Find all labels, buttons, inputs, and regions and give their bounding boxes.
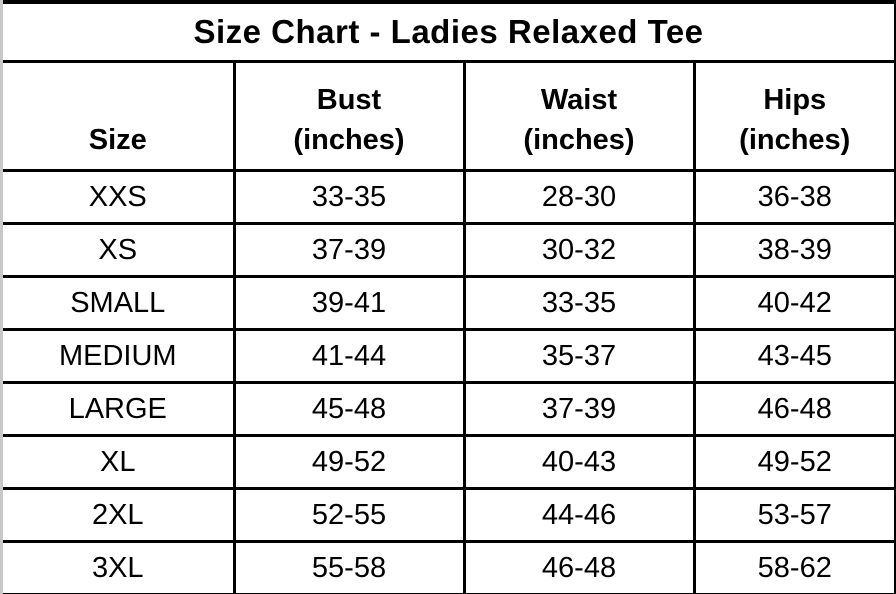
bust-value: 41-44	[234, 330, 464, 383]
bust-value: 52-55	[234, 489, 464, 542]
column-header-label: Hips	[763, 83, 827, 116]
hips-value: 40-42	[694, 277, 896, 330]
bust-value: 37-39	[234, 224, 464, 277]
column-header-size	[3, 62, 234, 171]
size-chart-table	[3, 0, 896, 594]
column-header-label: Waist	[540, 83, 618, 116]
column-header-waist	[464, 62, 694, 171]
table-row-3xl	[3, 542, 896, 594]
column-header-unit: (inches)	[739, 123, 851, 156]
column-header-unit: (inches)	[293, 123, 405, 156]
table-row-xs	[3, 224, 896, 277]
hips-value: 58-62	[694, 542, 896, 594]
size-label: 3XL	[3, 542, 234, 594]
waist-value: 28-30	[464, 171, 694, 224]
column-header-label: Bust	[316, 83, 382, 116]
hips-value: 43-45	[694, 330, 896, 383]
table-row-2xl	[3, 489, 896, 542]
title-row	[3, 2, 896, 62]
table-row-xxs	[3, 171, 896, 224]
bust-value: 39-41	[234, 277, 464, 330]
column-header-bust	[234, 62, 464, 171]
size-label: MEDIUM	[3, 330, 234, 383]
hips-value: 49-52	[694, 436, 896, 489]
hips-value: 36-38	[694, 171, 896, 224]
size-label: LARGE	[3, 383, 234, 436]
table-row-large	[3, 383, 896, 436]
bust-value: 55-58	[234, 542, 464, 594]
table-row-medium	[3, 330, 896, 383]
bust-value: 33-35	[234, 171, 464, 224]
size-label: XL	[3, 436, 234, 489]
waist-value: 33-35	[464, 277, 694, 330]
hips-value: 53-57	[694, 489, 896, 542]
column-header-unit: (inches)	[523, 123, 635, 156]
table-row-xl	[3, 436, 896, 489]
column-header-label: Size	[88, 123, 147, 156]
waist-value: 46-48	[464, 542, 694, 594]
column-header-hips	[694, 62, 896, 171]
table-row-small	[3, 277, 896, 330]
size-label: XXS	[3, 171, 234, 224]
bust-value: 49-52	[234, 436, 464, 489]
waist-value: 40-43	[464, 436, 694, 489]
page-title: Size Chart - Ladies Relaxed Tee	[3, 2, 896, 62]
bust-value: 45-48	[234, 383, 464, 436]
header-row	[3, 62, 896, 171]
hips-value: 38-39	[694, 224, 896, 277]
waist-value: 44-46	[464, 489, 694, 542]
size-label: XS	[3, 224, 234, 277]
size-label: SMALL	[3, 277, 234, 330]
size-label: 2XL	[3, 489, 234, 542]
waist-value: 35-37	[464, 330, 694, 383]
waist-value: 30-32	[464, 224, 694, 277]
waist-value: 37-39	[464, 383, 694, 436]
hips-value: 46-48	[694, 383, 896, 436]
